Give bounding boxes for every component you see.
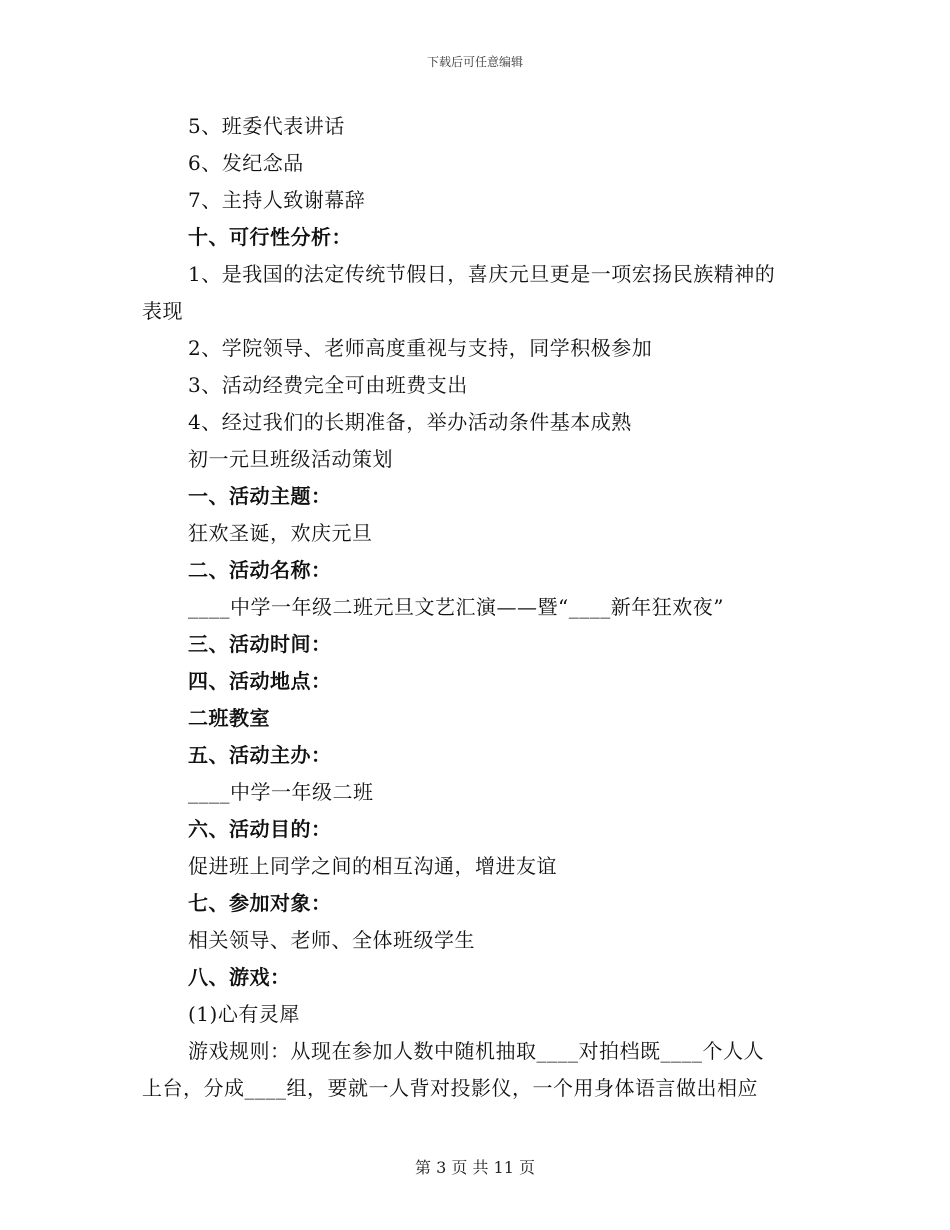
- section-heading: 五、活动主办：: [188, 743, 332, 767]
- page-footer: 第 3 页 共 11 页: [415, 1158, 535, 1177]
- document-body: [142, 108, 822, 1107]
- list-item: 6、发纪念品: [188, 151, 304, 175]
- list-item: 1、是我国的法定传统节假日，喜庆元旦更是一项宏扬民族精神的: [188, 262, 776, 286]
- paragraph: ____中学一年级二班元旦文艺汇演——暨“____新年狂欢夜”: [188, 595, 724, 619]
- section-heading: 六、活动目的：: [188, 817, 332, 841]
- list-item: 7、主持人致谢幕辞: [188, 188, 366, 212]
- section-heading: 一、活动主题：: [188, 484, 332, 508]
- paragraph: ____中学一年级二班: [188, 780, 374, 804]
- section-heading: 八、游戏：: [188, 965, 291, 989]
- paragraph-continuation: 上台，分成____组，要就一人背对投影仪，一个用身体语言做出相应: [142, 1076, 758, 1100]
- section-heading: 七、参加对象：: [188, 891, 332, 915]
- section-heading: 二、活动名称：: [188, 558, 332, 582]
- paragraph: 狂欢圣诞，欢庆元旦: [188, 521, 373, 545]
- section-heading: 三、活动时间：: [188, 632, 332, 656]
- list-item: 4、经过我们的长期准备，举办活动条件基本成熟: [188, 410, 632, 434]
- subsection-heading: (1)心有灵犀: [188, 1002, 300, 1026]
- document-title: 初一元旦班级活动策划: [188, 447, 393, 471]
- paragraph: 游戏规则：从现在参加人数中随机抽取____对拍档既____个人人: [188, 1039, 764, 1063]
- section-heading: 四、活动地点：: [188, 669, 332, 693]
- paragraph-continuation: 表现: [142, 299, 183, 323]
- section-heading: 十、可行性分析：: [188, 225, 352, 249]
- list-item: 2、学院领导、老师高度重视与支持，同学积极参加: [188, 336, 653, 360]
- paragraph: 促进班上同学之间的相互沟通，增进友谊: [188, 854, 557, 878]
- page-header: 下载后可任意编辑: [426, 55, 523, 69]
- paragraph: 二班教室: [188, 706, 270, 730]
- list-item: 5、班委代表讲话: [188, 114, 345, 138]
- list-item: 3、活动经费完全可由班费支出: [188, 373, 468, 397]
- paragraph: 相关领导、老师、全体班级学生: [188, 928, 475, 952]
